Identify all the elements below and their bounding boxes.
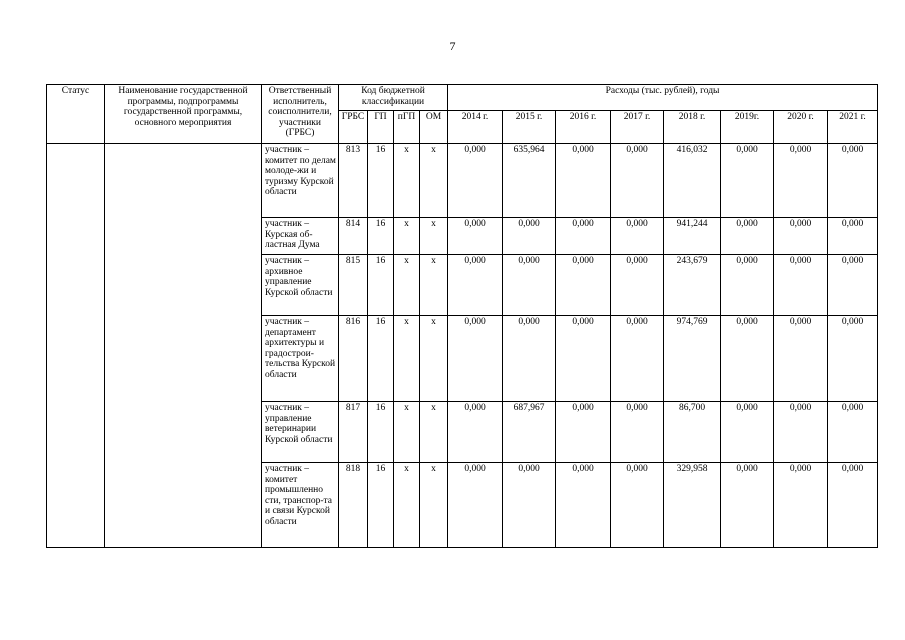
- pgp-cell: х: [394, 218, 420, 255]
- header-budget-code: Код бюджетной классификации: [339, 85, 448, 111]
- expense-cell: 0,000: [774, 402, 828, 463]
- expense-cell: 687,967: [503, 402, 556, 463]
- gp-cell: 16: [368, 144, 394, 218]
- expense-cell: 0,000: [448, 402, 503, 463]
- header-year-2014: 2014 г.: [448, 111, 503, 144]
- executor-cell: участник – Курская об-ластная Дума: [262, 218, 339, 255]
- expense-cell: 0,000: [448, 316, 503, 402]
- pgp-cell: х: [394, 316, 420, 402]
- om-cell: х: [420, 255, 448, 316]
- expense-cell: 941,244: [664, 218, 721, 255]
- expense-cell: 0,000: [721, 402, 774, 463]
- expense-cell: 0,000: [774, 316, 828, 402]
- header-gp: ГП: [368, 111, 394, 144]
- expense-cell: 0,000: [448, 218, 503, 255]
- expense-cell: 0,000: [828, 402, 878, 463]
- grbs-cell: 818: [339, 463, 368, 548]
- grbs-cell: 814: [339, 218, 368, 255]
- expense-cell: 0,000: [611, 144, 664, 218]
- page-number: 7: [449, 39, 456, 53]
- header-year-2016: 2016 г.: [556, 111, 611, 144]
- grbs-cell: 813: [339, 144, 368, 218]
- grbs-cell: 817: [339, 402, 368, 463]
- om-cell: х: [420, 218, 448, 255]
- executor-cell: участник – комитет по делам молоде-жи и туризму Курской области: [262, 144, 339, 218]
- status-cell: [47, 144, 105, 548]
- om-cell: х: [420, 316, 448, 402]
- pgp-cell: х: [394, 144, 420, 218]
- expense-cell: 329,958: [664, 463, 721, 548]
- header-year-2019: 2019г.: [721, 111, 774, 144]
- grbs-cell: 815: [339, 255, 368, 316]
- expense-cell: 0,000: [556, 218, 611, 255]
- expense-cell: 0,000: [721, 463, 774, 548]
- expense-cell: 0,000: [611, 218, 664, 255]
- budget-table: [46, 84, 878, 548]
- program-name-cell: [105, 144, 262, 548]
- om-cell: х: [420, 463, 448, 548]
- expense-cell: 0,000: [556, 402, 611, 463]
- expense-cell: 0,000: [611, 316, 664, 402]
- executor-cell: участник – архивное управление Курской области: [262, 255, 339, 316]
- expense-cell: 416,032: [664, 144, 721, 218]
- header-year-2015: 2015 г.: [503, 111, 556, 144]
- header-program-name: Наименование государственной программы, подпрограммы государственной программы, основного мероприятия: [105, 85, 262, 144]
- expense-cell: 0,000: [448, 144, 503, 218]
- expense-cell: 0,000: [611, 255, 664, 316]
- expense-cell: 0,000: [556, 144, 611, 218]
- gp-cell: 16: [368, 218, 394, 255]
- expense-cell: 0,000: [556, 316, 611, 402]
- om-cell: х: [420, 144, 448, 218]
- header-status: Статус: [47, 85, 105, 144]
- expense-cell: 0,000: [774, 144, 828, 218]
- executor-cell: участник – управление ветеринарии Курской области: [262, 402, 339, 463]
- gp-cell: 16: [368, 316, 394, 402]
- table-row: [47, 144, 878, 218]
- expense-cell: 0,000: [503, 463, 556, 548]
- expense-cell: 0,000: [721, 316, 774, 402]
- om-cell: х: [420, 402, 448, 463]
- grbs-cell: 816: [339, 316, 368, 402]
- header-grbs: ГРБС: [339, 111, 368, 144]
- expense-cell: 0,000: [721, 255, 774, 316]
- expense-cell: 0,000: [611, 402, 664, 463]
- expense-cell: 0,000: [611, 463, 664, 548]
- gp-cell: 16: [368, 255, 394, 316]
- header-year-2020: 2020 г.: [774, 111, 828, 144]
- expense-cell: 0,000: [774, 463, 828, 548]
- expense-cell: 0,000: [503, 316, 556, 402]
- expense-cell: 974,769: [664, 316, 721, 402]
- expense-cell: 0,000: [448, 463, 503, 548]
- header-om: ОМ: [420, 111, 448, 144]
- expense-cell: 0,000: [774, 218, 828, 255]
- expense-cell: 86,700: [664, 402, 721, 463]
- expense-cell: 0,000: [448, 255, 503, 316]
- pgp-cell: х: [394, 255, 420, 316]
- expense-cell: 0,000: [828, 218, 878, 255]
- expense-cell: 0,000: [556, 463, 611, 548]
- expense-cell: 0,000: [556, 255, 611, 316]
- expense-cell: 0,000: [828, 144, 878, 218]
- expense-cell: 0,000: [503, 255, 556, 316]
- header-executor: Ответственный исполнитель, соисполнители, участники (ГРБС): [262, 85, 339, 144]
- expense-cell: 0,000: [503, 218, 556, 255]
- expense-cell: 635,964: [503, 144, 556, 218]
- expense-cell: 0,000: [828, 316, 878, 402]
- header-year-2021: 2021 г.: [828, 111, 878, 144]
- executor-cell: участник – комитет промышленно сти, транспор-та и связи Курской области: [262, 463, 339, 548]
- executor-cell: участник – департамент архитектуры и градострои-тельства Курской области: [262, 316, 339, 402]
- gp-cell: 16: [368, 402, 394, 463]
- expense-cell: 0,000: [774, 255, 828, 316]
- expense-cell: 243,679: [664, 255, 721, 316]
- gp-cell: 16: [368, 463, 394, 548]
- expense-cell: 0,000: [721, 144, 774, 218]
- pgp-cell: х: [394, 463, 420, 548]
- expense-cell: 0,000: [828, 255, 878, 316]
- header-pgp: пГП: [394, 111, 420, 144]
- pgp-cell: х: [394, 402, 420, 463]
- expense-cell: 0,000: [828, 463, 878, 548]
- header-expenses: Расходы (тыс. рублей), годы: [448, 85, 878, 111]
- expense-cell: 0,000: [721, 218, 774, 255]
- header-year-2017: 2017 г.: [611, 111, 664, 144]
- header-year-2018: 2018 г.: [664, 111, 721, 144]
